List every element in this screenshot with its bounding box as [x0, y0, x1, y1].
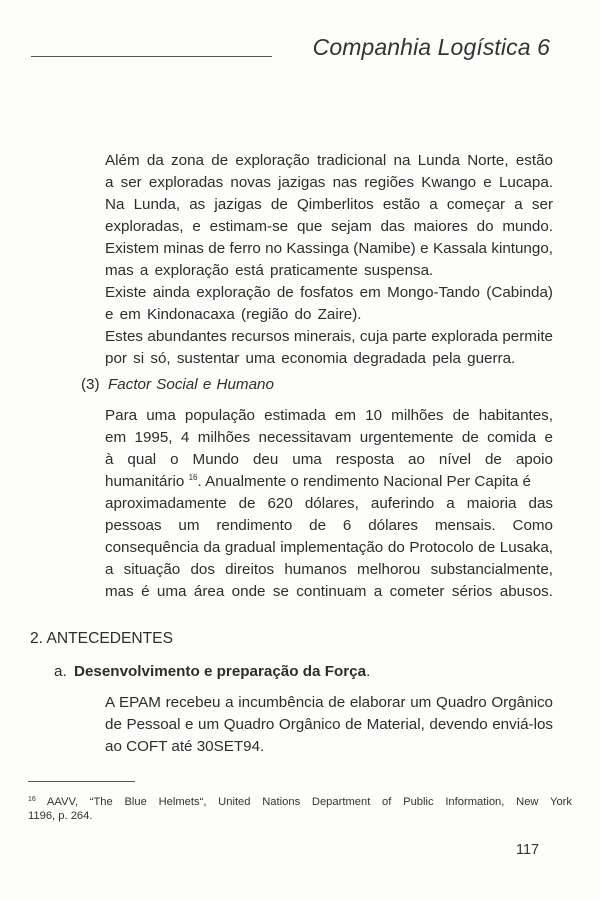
- text-line: de Pessoal e um Quadro Orgânico de Material, devendo enviá-los: [105, 716, 553, 733]
- text-line: Estes abundantes recursos minerais, cuja parte explorada permite: [105, 328, 553, 345]
- text-line: a ser exploradas novas jazigas nas regiões Kwango e Lucapa.: [105, 174, 553, 191]
- subsection-title: [74, 661, 370, 683]
- footnote-line: 1196, p. 264.: [28, 810, 93, 822]
- text-line: Para uma população estimada em 10 milhões de habitantes,: [105, 407, 553, 424]
- text-line: ao COFT até 30SET94.: [105, 738, 265, 755]
- section-number: (3): [81, 376, 100, 393]
- text-fragment: . Anualmente o rendimento Nacional Per Capita é: [197, 473, 531, 490]
- subsection-marker: a.: [54, 663, 67, 680]
- text-line: a situação dos direitos humanos melhorou substancialmente,: [105, 561, 553, 578]
- text-fragment: humanitário: [105, 473, 185, 490]
- text-line: à qual o Mundo deu uma resposta ao nível de apoio: [105, 451, 553, 468]
- text-line: exploradas, e estimam-se que sejam das maiores do mundo.: [105, 218, 553, 235]
- text-line: pessoas um rendimento de 6 dólares mensais. Como: [105, 517, 553, 534]
- running-title: Companhia Logística 6: [312, 34, 550, 60]
- text-line: Na Lunda, as jazigas de Qimberlitos estão a começar a ser: [105, 196, 553, 213]
- text-line: mas a exploração está praticamente suspensa.: [105, 262, 434, 279]
- text-line: aproximadamente de 620 dólares, auferindo a maioria das: [105, 495, 553, 512]
- text-line: Existem minas de ferro no Kassinga (Namibe) e Kassala kintungo,: [105, 240, 553, 257]
- subsection-title-period: .: [366, 663, 371, 680]
- section-heading: 2. ANTECEDENTES: [30, 630, 173, 647]
- header-rule: [31, 56, 272, 57]
- text-line: por si só, sustentar uma economia degradada pela guerra.: [105, 350, 516, 367]
- footnote-number: 16: [28, 796, 36, 803]
- footnote-rule: [28, 781, 135, 782]
- section-title: Factor Social e Humano: [108, 376, 274, 393]
- text-line: Além da zona de exploração tradicional na Lunda Norte, estão: [105, 152, 553, 169]
- text-line: consequência da gradual implementação do Protocolo de Lusaka,: [105, 539, 553, 556]
- footnote-line: [28, 795, 572, 809]
- footnote-reference[interactable]: 16: [188, 473, 198, 482]
- text-line: e em Kindonacaxa (região do Zaire).: [105, 306, 362, 323]
- text-line: mas é uma área onde se continuam a cometer sérios abusos.: [105, 583, 553, 600]
- footnote-text: AAVV, “The Blue Helmets“, United Nations Department of Public Information, New York: [46, 796, 572, 808]
- text-line: Existe ainda exploração de fosfatos em Mongo-Tando (Cabinda): [105, 284, 553, 301]
- text-line-with-footnote: [105, 471, 553, 493]
- text-line: em 1995, 4 milhões necessitavam urgentemente de comida e: [105, 429, 553, 446]
- subsection-title-text: Desenvolvimento e preparação da Força: [74, 663, 367, 680]
- page-number: 117: [516, 842, 540, 858]
- text-line: A EPAM recebeu a incumbência de elaborar um Quadro Orgânico: [105, 694, 553, 711]
